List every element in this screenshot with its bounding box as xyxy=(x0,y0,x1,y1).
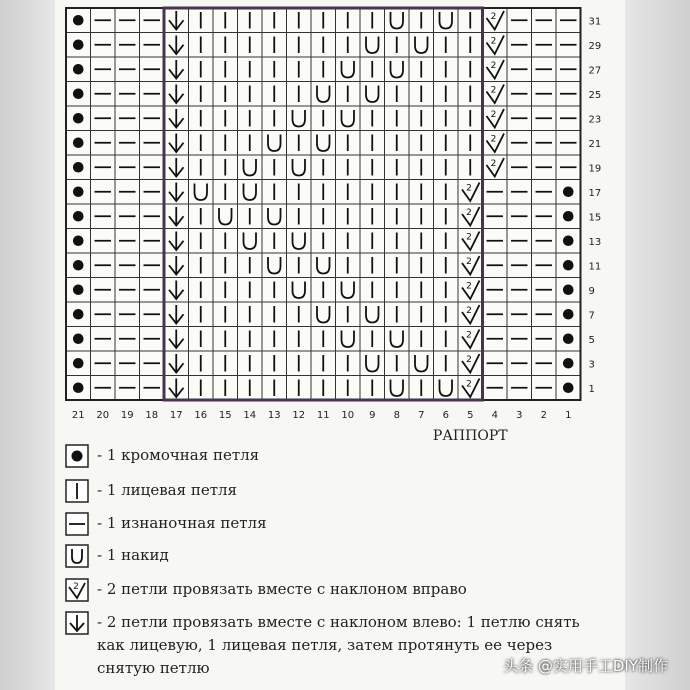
row-number: 31 xyxy=(588,16,602,28)
k2tog-right-count: 2 xyxy=(490,159,497,169)
column-number: 10 xyxy=(341,410,355,421)
k2tog-right-count: 2 xyxy=(490,12,497,22)
row-number: 1 xyxy=(588,383,595,395)
row-number: 5 xyxy=(588,334,595,346)
row-number: 21 xyxy=(588,138,602,150)
k2tog-right-count: 2 xyxy=(490,61,497,71)
edge-stitch-symbol xyxy=(73,358,84,369)
column-number: 8 xyxy=(393,410,400,421)
edge-stitch-symbol xyxy=(73,113,84,124)
k2tog-right-count: 2 xyxy=(490,134,497,145)
legend-text-purl: - 1 изнаночная петля xyxy=(97,514,267,532)
row-number: 11 xyxy=(588,261,602,273)
column-number: 14 xyxy=(243,410,257,421)
k2tog-right-count: 2 xyxy=(490,36,497,47)
k2tog-right-count: 2 xyxy=(490,110,497,120)
k2tog-right-count: 2 xyxy=(466,232,472,243)
edge-stitch-symbol xyxy=(73,284,84,295)
edge-stitch-symbol xyxy=(563,358,574,369)
row-number: 7 xyxy=(588,310,595,322)
edge-stitch-symbol xyxy=(563,284,574,295)
k2tog-right-count: 2 xyxy=(466,330,472,341)
row-number: 9 xyxy=(588,285,595,297)
row-number: 23 xyxy=(588,114,602,126)
svg-text:2: 2 xyxy=(73,582,79,592)
k2tog-right-count: 2 xyxy=(490,85,497,96)
column-number: 11 xyxy=(316,410,330,421)
edge-stitch-symbol xyxy=(563,211,574,222)
column-number: 13 xyxy=(267,410,281,421)
row-number: 15 xyxy=(588,212,602,224)
k2tog-left-icon xyxy=(65,611,89,635)
yarn-over-icon xyxy=(65,544,89,568)
rapport-label: РАППОРТ xyxy=(432,428,508,440)
column-number: 3 xyxy=(516,410,523,421)
column-number: 21 xyxy=(71,410,85,421)
row-number: 13 xyxy=(588,236,602,248)
legend-text-yo: - 1 накид xyxy=(97,546,169,564)
edge-stitch-symbol xyxy=(73,137,84,148)
edge-stitch-symbol xyxy=(563,186,574,197)
column-number: 6 xyxy=(442,410,449,421)
k2tog-right-count: 2 xyxy=(466,306,472,316)
edge-stitch-symbol xyxy=(73,15,84,26)
k2tog-right-count: 2 xyxy=(466,208,472,218)
edge-stitch-symbol xyxy=(73,186,84,197)
purl-stitch-icon xyxy=(65,512,89,536)
column-number: 16 xyxy=(194,410,208,421)
edge-stitch-symbol xyxy=(563,309,574,320)
legend-text-k2tog-left: - 2 петли провязать вместе с наклоном влево: 1 петлю снять как лицевую, 1 лицевая петля, затем протянуть ее через снятую петлю xyxy=(97,613,580,677)
k2tog-right-icon xyxy=(65,578,89,602)
column-number: 1 xyxy=(565,410,572,421)
column-number: 7 xyxy=(418,410,425,421)
column-number: 17 xyxy=(169,410,183,421)
row-number: 17 xyxy=(588,187,602,199)
edge-stitch-symbol xyxy=(563,235,574,246)
column-number: 5 xyxy=(467,410,474,421)
edge-stitch-symbol xyxy=(73,382,84,393)
k2tog-right-count: 2 xyxy=(466,257,472,267)
column-number: 2 xyxy=(540,410,547,421)
edge-stitch-symbol xyxy=(73,235,84,246)
edge-stitch-symbol xyxy=(563,382,574,393)
column-number: 20 xyxy=(96,410,110,421)
row-number: 29 xyxy=(588,40,602,52)
legend-text-knit: - 1 лицевая петля xyxy=(97,481,237,499)
edge-stitch-icon xyxy=(65,444,89,468)
column-number: 12 xyxy=(292,410,306,421)
edge-stitch-symbol xyxy=(563,333,574,344)
legend-text-k2tog-right: - 2 петли провязать вместе с наклоном вправо xyxy=(97,580,467,598)
watermark: 头条 @实用手工DIY制作 xyxy=(503,657,668,675)
column-number: 4 xyxy=(491,410,498,421)
k2tog-right-count: 2 xyxy=(466,379,472,390)
row-number: 25 xyxy=(588,89,602,101)
edge-stitch-symbol xyxy=(73,333,84,344)
column-number: 19 xyxy=(120,410,134,421)
column-number: 18 xyxy=(145,410,159,421)
row-number: 19 xyxy=(588,163,602,175)
knit-stitch-icon xyxy=(65,479,89,503)
k2tog-right-count: 2 xyxy=(466,355,472,365)
edge-stitch-symbol xyxy=(73,309,84,320)
edge-stitch-symbol xyxy=(73,39,84,50)
k2tog-right-count: 2 xyxy=(466,281,472,292)
row-number: 27 xyxy=(588,65,602,77)
edge-stitch-symbol xyxy=(563,260,574,271)
column-number: 15 xyxy=(218,410,232,421)
column-number: 9 xyxy=(369,410,376,421)
edge-stitch-symbol xyxy=(73,162,84,173)
legend-text-edge: - 1 кромочная петля xyxy=(97,446,260,464)
edge-stitch-symbol xyxy=(73,88,84,99)
edge-stitch-symbol xyxy=(73,260,84,271)
edge-stitch-symbol xyxy=(73,211,84,222)
row-number: 3 xyxy=(588,359,595,371)
edge-stitch-symbol xyxy=(73,64,84,75)
k2tog-right-count: 2 xyxy=(466,183,472,194)
